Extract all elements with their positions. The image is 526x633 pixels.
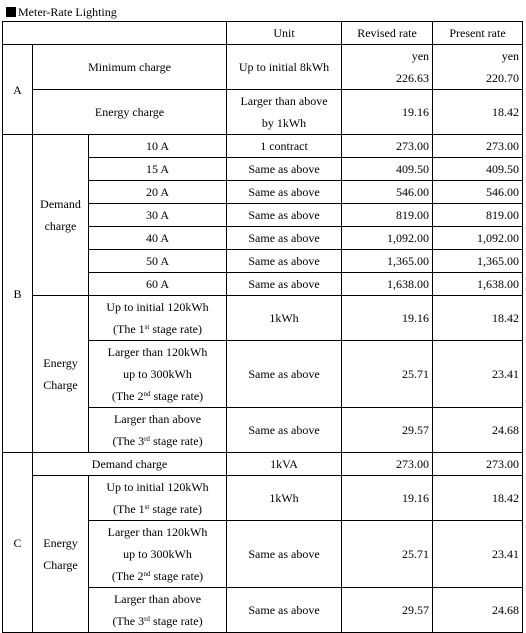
c-stage1-unit: 1kWh (227, 476, 342, 521)
energy-charge-revised: 19.16 (342, 90, 433, 135)
ampere-cell: 40 A (89, 227, 227, 250)
b-stage3-description: Larger than above (The 3rd stage rate) (89, 408, 227, 453)
revised-value: 1,092.00 (342, 227, 433, 250)
b-stage3-present: 24.68 (433, 408, 523, 453)
same-as-above: Same as above (227, 341, 342, 408)
minimum-charge-revised-value: 226.63 (396, 71, 430, 85)
yen-label: yen (411, 49, 430, 63)
present-value: 1,638.00 (433, 273, 523, 296)
revised-value: 819.00 (342, 204, 433, 227)
page-title (6, 4, 117, 20)
b-stage1-description: Up to initial 120kWh (The 1st stage rate) (89, 296, 227, 341)
rate-table (2, 21, 523, 633)
c-demand-unit: 1kVA (227, 453, 342, 476)
revised-value: 546.00 (342, 181, 433, 204)
c-stage3-description: Larger than above (The 3rd stage rate) (89, 588, 227, 633)
revised-value: 409.50 (342, 158, 433, 181)
table-row (3, 135, 523, 158)
c-stage2-present: 23.41 (433, 521, 523, 588)
revised-value: 273.00 (342, 135, 433, 158)
table-row (3, 45, 523, 90)
c-demand-revised: 273.00 (342, 453, 433, 476)
b-stage1-revised: 19.16 (342, 296, 433, 341)
b-stage2-present: 23.41 (433, 341, 523, 408)
header-revised-rate: Revised rate (342, 22, 433, 45)
section-label-c: C (3, 453, 33, 633)
header-present-rate: Present rate (433, 22, 523, 45)
present-value: 273.00 (433, 135, 523, 158)
same-as-above: Same as above (227, 204, 342, 227)
ampere-cell: 50 A (89, 250, 227, 273)
table-header-row (3, 22, 523, 45)
same-as-above: Same as above (227, 273, 342, 296)
b-stage2-description: Larger than 120kWh up to 300kWh (The 2nd stage rate) (89, 341, 227, 408)
ampere-cell: 20 A (89, 181, 227, 204)
present-value: 409.50 (433, 158, 523, 181)
present-value: 819.00 (433, 204, 523, 227)
table-row (3, 296, 523, 341)
b-stage1-present: 18.42 (433, 296, 523, 341)
c-stage1-revised: 19.16 (342, 476, 433, 521)
c-stage2-description: Larger than 120kWh up to 300kWh (The 2nd stage rate) (89, 521, 227, 588)
same-as-above: Same as above (227, 250, 342, 273)
revised-value: 1,365.00 (342, 250, 433, 273)
same-as-above: Same as above (227, 588, 342, 633)
table-row (3, 453, 523, 476)
present-value: 1,365.00 (433, 250, 523, 273)
minimum-charge-unit: Up to initial 8kWh (227, 45, 342, 90)
minimum-charge-revised (342, 45, 433, 90)
revised-value: 1,638.00 (342, 273, 433, 296)
section-label-b: B (3, 135, 33, 453)
c-stage2-revised: 25.71 (342, 521, 433, 588)
minimum-charge-present (433, 45, 523, 90)
header-unit: Unit (227, 22, 342, 45)
b-stage3-revised: 29.57 (342, 408, 433, 453)
ampere-cell: 60 A (89, 273, 227, 296)
energy-charge-unit: Larger than above by 1kWh (227, 90, 342, 135)
energy-charge-present: 18.42 (433, 90, 523, 135)
section-label-a: A (3, 45, 33, 135)
b-stage2-revised: 25.71 (342, 341, 433, 408)
c-demand-present: 273.00 (433, 453, 523, 476)
ampere-cell: 10 A (89, 135, 227, 158)
same-as-above: Same as above (227, 181, 342, 204)
c-stage3-present: 24.68 (433, 588, 523, 633)
same-as-above: Same as above (227, 521, 342, 588)
c-demand-charge-label: Demand charge (33, 453, 227, 476)
c-stage1-present: 18.42 (433, 476, 523, 521)
c-stage1-description: Up to initial 120kWh (The 1st stage rate) (89, 476, 227, 521)
same-as-above: Same as above (227, 408, 342, 453)
same-as-above: Same as above (227, 227, 342, 250)
c-energy-charge-label: Energy Charge (33, 476, 89, 633)
black-square-icon (6, 7, 16, 17)
present-value: 546.00 (433, 181, 523, 204)
page-title-text: Meter-Rate Lighting (18, 5, 117, 19)
contract-unit: 1 contract (227, 135, 342, 158)
b-stage1-unit: 1kWh (227, 296, 342, 341)
energy-charge-label: Energy charge (33, 90, 227, 135)
present-value: 1,092.00 (433, 227, 523, 250)
b-demand-charge-label: Demand charge (33, 135, 89, 296)
yen-label: yen (501, 49, 520, 63)
ampere-cell: 30 A (89, 204, 227, 227)
header-blank-cell (3, 22, 227, 45)
same-as-above: Same as above (227, 158, 342, 181)
table-row (3, 90, 523, 135)
ampere-cell: 15 A (89, 158, 227, 181)
minimum-charge-present-value: 220.70 (486, 71, 520, 85)
b-energy-charge-label: Energy Charge (33, 296, 89, 453)
c-stage3-revised: 29.57 (342, 588, 433, 633)
minimum-charge-label: Minimum charge (33, 45, 227, 90)
table-row (3, 476, 523, 521)
